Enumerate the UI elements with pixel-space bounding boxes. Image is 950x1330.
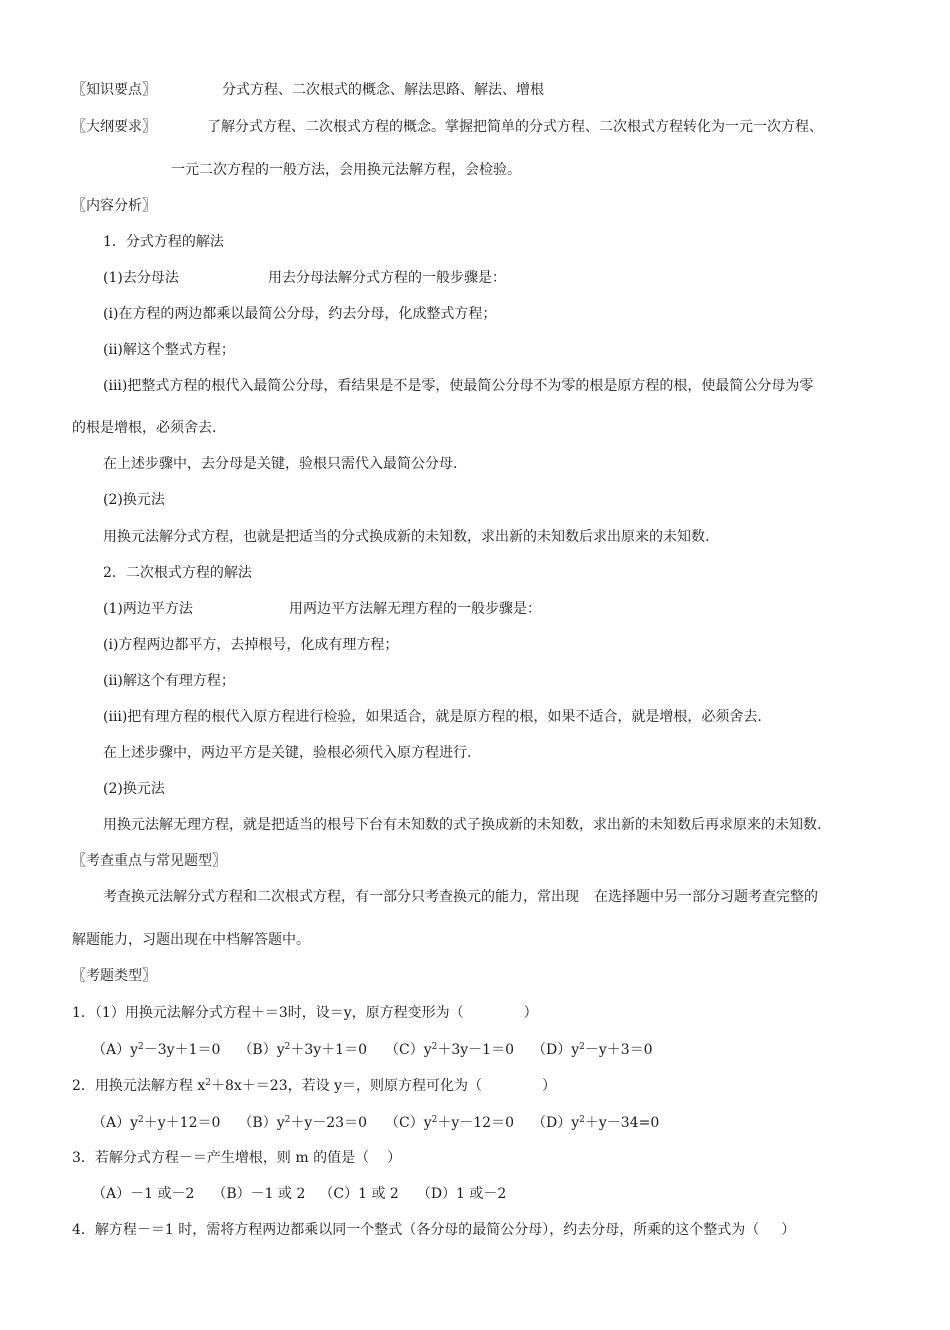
question-3-stem: 3．若解分式方程－＝产生增根，则 m 的值是（ ） (72, 1150, 402, 1166)
question-3-options (92, 1184, 506, 1204)
method-1-desc: 用去分母法解分式方程的一般步骤是： (268, 270, 506, 286)
focus-line-2: 解题能力，习题出现在中档解答题中。 (72, 932, 310, 948)
option-b: $(B)y^2+y-23=0$ (238, 1115, 367, 1131)
question-2-stem: 2．用换元法解方程 $x^2+8x+=23$，若设 y＝，则原方程可化为（ ） (72, 1078, 556, 1094)
option-b: （B）－1 或 2 (212, 1186, 306, 1202)
option-c: $(C)y^2+3y-1=0$ (384, 1042, 514, 1058)
option-a: $(A)y^2-3y+1=0$ (92, 1042, 221, 1058)
option-c: $(C)y^2+y-12=0$ (384, 1115, 514, 1131)
section-2-title: 2．二次根式方程的解法 (103, 565, 252, 581)
step-text-continued: 的根是增根，必须舍去. (72, 420, 217, 436)
note-text: 在上述步骤中，两边平方是关键，验根必须代入原方程进行. (103, 745, 472, 761)
question-4-stem: 4．解方程－＝1 时，需将方程两边都乘以同一个整式（各分母的最简公分母），约去分母，所乘的这个整式为（ ） (72, 1222, 796, 1238)
question-1-options (92, 1040, 653, 1060)
knowledge-heading: 〖知识要点〗 (72, 82, 156, 98)
method-1-label: (1)两边平方法 (103, 601, 193, 617)
option-d: （D）1 或－2 (416, 1186, 507, 1202)
syllabus-line-1: 了解分式方程、二次根式方程的概念。掌握把简单的分式方程、二次根式方程转化为一元一次方程、 (207, 119, 823, 135)
method-2-label: (2)换元法 (103, 492, 165, 508)
syllabus-heading: 〖大纲要求〗 (72, 119, 156, 135)
option-a: $(A)y^2+y+12=0$ (92, 1115, 221, 1131)
focus-heading: 〖考查重点与常见题型〗 (72, 853, 226, 869)
method-2-desc: 用换元法解分式方程，也就是把适当的分式换成新的未知数，求出新的未知数后求出原来的未知数. (103, 529, 710, 545)
option-c: （C）1 或 2 (319, 1186, 399, 1202)
knowledge-content: 分式方程、二次根式的概念、解法思路、解法、增根 (222, 82, 544, 98)
step-text: (iii)把有理方程的根代入原方程进行检验，如果适合，就是原方程的根，如果不适合，就是增根，必须舍去. (103, 709, 762, 725)
option-b: $(B)y^2+3y+1=0$ (238, 1042, 367, 1058)
focus-line-1-b: 在选择题中另一部分习题考查完整的 (594, 889, 818, 905)
step-text: (ii)解这个有理方程； (103, 673, 235, 689)
method-1-label: (1)去分母法 (103, 270, 179, 286)
section-1-title: 1．分式方程的解法 (103, 234, 224, 250)
method-2-label: (2)换元法 (103, 781, 165, 797)
option-d: $(D)y^2-y+3=0$ (531, 1042, 653, 1058)
step-text: (ii)解这个整式方程； (103, 342, 235, 358)
method-2-desc: 用换元法解无理方程，就是把适当的根号下台有未知数的式子换成新的未知数，求出新的未知数后再求原来的未知数. (103, 817, 822, 833)
syllabus-line-2: 一元二次方程的一般方法，会用换元法解方程，会检验。 (171, 162, 521, 178)
question-1-stem: 1．（1）用换元法解分式方程＋＝3时，设＝y，原方程变形为（ ） (72, 1005, 538, 1021)
step-text: (iii)把整式方程的根代入最简公分母，看结果是不是零，使最简公分母不为零的根是原方程的根，使最简公分母为零 (103, 378, 814, 394)
focus-line-1 (103, 887, 818, 907)
method-1-desc: 用两边平方法解无理方程的一般步骤是： (289, 601, 541, 617)
focus-line-1-a: 考查换元法解分式方程和二次根式方程，有一部分只考查换元的能力，常出现 (103, 889, 579, 905)
note-text: 在上述步骤中，去分母是关键，验根只需代入最简公分母. (103, 456, 458, 472)
step-text: (i)方程两边都平方，去掉根号，化成有理方程； (103, 637, 399, 653)
question-2-options (92, 1113, 659, 1133)
step-text: (i)在方程的两边都乘以最简公分母，约去分母，化成整式方程； (103, 306, 497, 322)
option-d: $(D)y^2+y-34=0$ (531, 1115, 660, 1131)
types-heading: 〖考题类型〗 (72, 968, 156, 984)
option-a: （A）－1 或－2 (92, 1186, 195, 1202)
analysis-heading: 〖内容分析〗 (72, 198, 156, 214)
